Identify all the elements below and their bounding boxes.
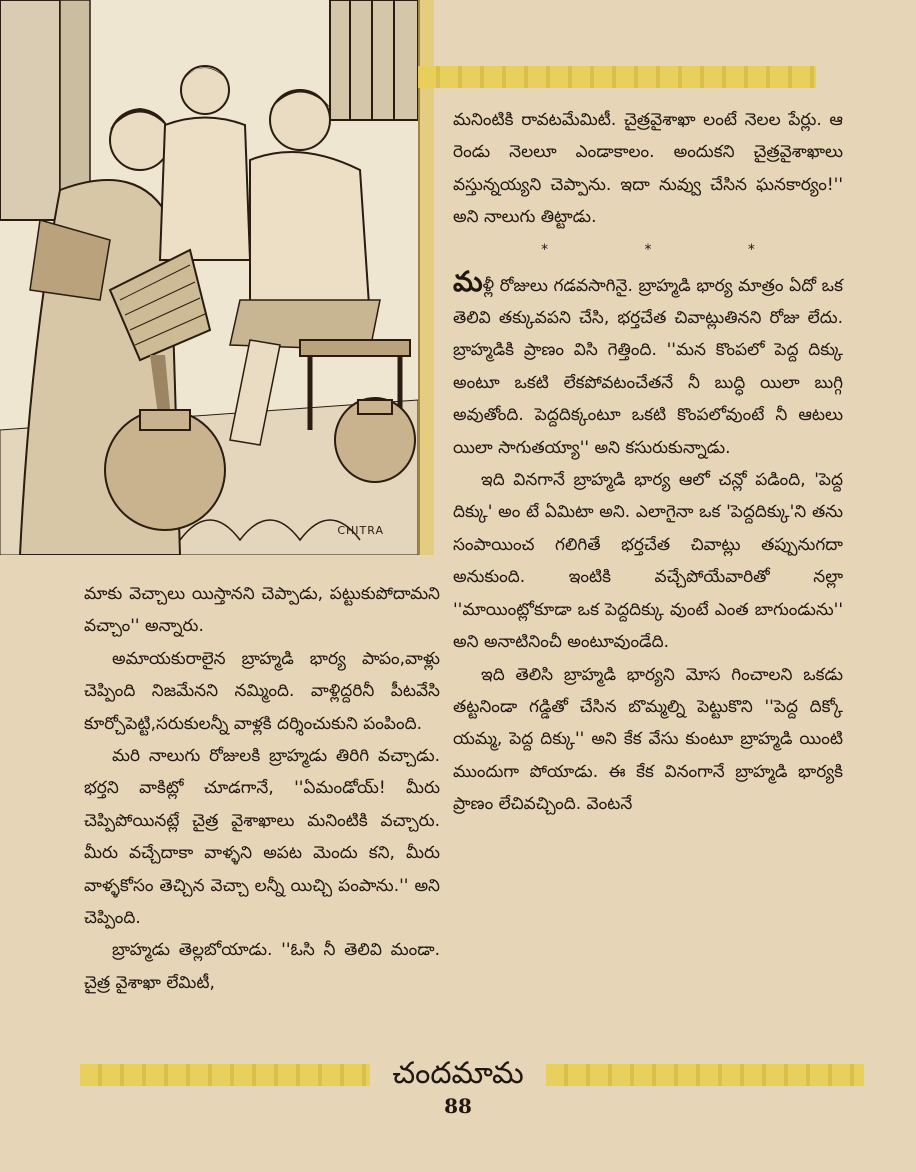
magazine-title: చందమామ [392,1056,524,1091]
paragraph [453,266,843,464]
section-divider [453,234,843,266]
star-separator: * [747,241,755,258]
paragraph: మాకు వెచ్చాలు యిస్తానని చెప్పాడు, పట్టుకుపోదామని వచ్చాం'' అన్నారు. [84,584,440,637]
paragraph: ఇది వినగానే బ్రాహ్మడి భార్య ఆలో చన్లో పడింది, 'పెద్ద దిక్కు' అం టే ఏమిటా అని. ఎలాగైనా ఒక 'పెద్దదిక్కు'ని తను సంపాయించ గలిగితే భర్తచేత చివాట్లు తప్పునుగదా అనుకుంది. ఇంటికి వచ్చేపోయేవారితో నల్లా ''మాయింట్లోకూడా ఒక పెద్దదిక్కు వుంటే ఎంత బాగుండును'' అని అనాటినించీ అంటూవుండేది. [453,470,843,653]
paragraph: మరి నాలుగు రోజులకి బ్రాహ్మడు తిరిగి వచ్చాడు. భర్తని వాకిట్లో చూడగానే, ''ఏమండోయ్! మీరు చెప్పిపోయినట్లే చైత్ర వైశాఖాలు మనింటికి వచ్చారు. మీరు వచ్చేదాకా వాళ్ళని అపట మెందు కని, మీరు వాళ్ళకోసం తెచ్చిన వెచ్చా లన్నీ యిచ్చి పంపాను.'' అని చెప్పింది. [84,746,440,929]
artist-signature: CHITRA [337,524,384,537]
decorative-band-top [418,66,816,88]
star-separator: * [644,241,652,258]
drop-cap: మ [453,264,483,298]
star-separator: * [541,241,549,258]
page-number: 88 [444,1094,472,1118]
left-text-column [84,578,440,999]
story-illustration [0,0,420,555]
decorative-band-footer-left [80,1064,370,1086]
right-text-column [453,104,843,821]
paragraph: అమాయకురాలైన బ్రాహ్మడి భార్య పాపం,వాళ్లు చెప్పింది నిజమేనని నమ్మింది. వాళ్లిద్దరినీ పీటవేసి కూర్చోపెట్టి,సరుకులన్నీ వాళ్లకి దర్శించుకుని పంపింది. [84,648,440,734]
paragraph-text: ళ్లీ రోజులు గడవసాగినై. బ్రాహ్మడి భార్య మాత్రం ఏదో ఒక తెలివి తక్కువపని చేసి, భర్తచేత చివాట్లుతినని రోజు లేదు. బ్రాహ్మడికి ప్రాణం విసి గెత్తింది. ''మన కొంపలో పెద్ద దిక్కు అంటూ ఒకటి లేకపోవటంచేతనే నీ బుద్ధి యిలా బుగ్గి అవుతోంది. పెద్దదిక్కంటూ ఒకటి కొంపలోవుంటే నీ ఆటలు యిలా సాగుతయ్యా'' అని కసురుకున్నాడు. [453,275,843,458]
decorative-band-footer-right [546,1064,864,1086]
paragraph: మనింటికి రావటమేమిటీ. చైత్రవైశాఖా లంటే నెలల పేర్లు. ఆ రెండు నెలలూ ఎండాకాలం. అందుకని చైత్రవైశాఖాలు వస్తున్నయ్యని చెప్పాను. ఇదా నువ్వు చేసిన ఘనకార్యం!'' అని నాలుగు తిట్టాడు. [453,110,843,228]
illustration-drawing [0,0,418,555]
paragraph: ఇది తెలిసి బ్రాహ్మడి భార్యని మోస గించాలని ఒకడు తట్టనిండా గడ్డితో చేసిన బొమ్మల్ని పెట్టుకొని ''పెద్ద దిక్కో యమ్మ, పెద్ద దిక్కు'' అని కేక వేసు కుంటూ బ్రాహ్మడి యింటి ముందుగా పోయాడు. ఈ కేక వినంగానే బ్రాహ్మడి భార్యకి ప్రాణం లేచివచ్చింది. వెంటనే [453,664,843,815]
paragraph: బ్రాహ్మడు తెల్లబోయాడు. ''ఓసి నీ తెలివి మండా. చైత్ర వైశాఖా లేమిటీ, [84,940,440,993]
